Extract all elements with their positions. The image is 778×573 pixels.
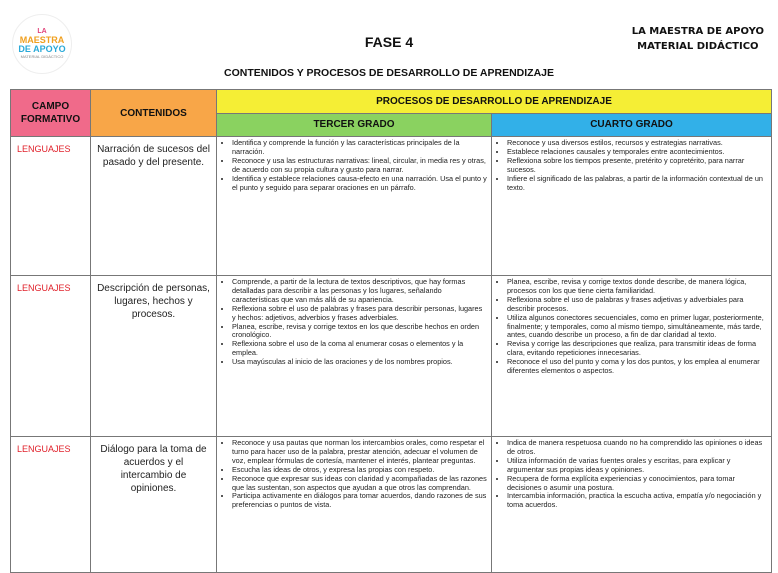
bullet-item: • Reflexiona sobre los tiempos presente, pretérito y copretérito, para narrar sucesos. — [507, 157, 767, 175]
bullet-item: • Planea, escribe, revisa y corrige textos donde describe, de manera lógica, procesos con los que tiene cierta familiaridad. — [507, 278, 767, 296]
content-table — [10, 89, 772, 573]
campo-cell: LENGUAJES — [11, 137, 91, 276]
campo-cell: LENGUAJES — [11, 437, 91, 573]
logo-line-3: DE APOYO — [18, 44, 66, 54]
cuarto-cell — [492, 137, 772, 276]
bullet-item: • Revisa y corrige las descripciones que realiza, para transmitir ideas de forma clara, evitando repeticiones innecesarias. — [507, 340, 767, 358]
bullet-item: • Reflexiona sobre el uso de palabras y frases para describir personas, lugares y hechos: adjetivos, adverbios y frases adverbiales. — [232, 305, 487, 323]
bullet-item: • Infiere el significado de las palabras, a partir de la información contextual de un texto. — [507, 175, 767, 193]
bullet-item: • Reflexiona sobre el uso de la coma al enumerar cosas o elementos y la emplea. — [232, 340, 487, 358]
header-contenidos: CONTENIDOS — [91, 90, 217, 137]
table-row — [11, 437, 772, 573]
bullet-item: • Usa mayúsculas al inicio de las oraciones y de los nombres propios. — [232, 358, 487, 367]
bullet-item: • Utiliza información de varias fuentes orales y escritas, para explicar y argumentar sus propias ideas y opiniones. — [507, 457, 767, 475]
tercer-cell — [217, 437, 492, 573]
page-subtitle: CONTENIDOS Y PROCESOS DE DESARROLLO DE APRENDIZAJE — [223, 67, 555, 79]
brand-line-2: MATERIAL DIDÁCTICO — [637, 41, 759, 52]
logo-line-2: MAESTRA — [19, 35, 65, 45]
table-row — [11, 276, 772, 437]
tercer-cell — [217, 276, 492, 437]
tercer-cell — [217, 137, 492, 276]
bullet-item: • Reflexiona sobre el uso de palabras y frases adjetivas y adverbiales para describir procesos. — [507, 296, 767, 314]
cuarto-list — [492, 439, 771, 510]
bullet-item: • Indica de manera respetuosa cuando no ha comprendido las opiniones o ideas de otros. — [507, 439, 767, 457]
tercer-list — [217, 278, 491, 367]
logo-line-4: MATERIAL DIDÁCTICO — [20, 54, 64, 59]
cuarto-list — [492, 278, 771, 376]
bullet-item: • Reconoce que expresar sus ideas con claridad y acompañadas de las razones que las sustentan, son aspectos que ayudan a que otros las comprendan. — [232, 475, 487, 493]
tercer-list — [217, 439, 491, 510]
header-cuarto-grado: CUARTO GRADO — [492, 113, 772, 137]
bullet-item: • Escucha las ideas de otros, y expresa las propias con respeto. — [232, 466, 487, 475]
campo-cell: LENGUAJES — [11, 276, 91, 437]
header-procesos: PROCESOS DE DESARROLLO DE APRENDIZAJE — [217, 90, 772, 114]
cuarto-list — [492, 139, 771, 192]
header-campo: CAMPO FORMATIVO — [11, 90, 91, 137]
contenido-cell: Narración de sucesos del pasado y del presente. — [91, 137, 217, 276]
cuarto-cell — [492, 437, 772, 573]
brand-line-1: LA MAESTRA DE APOYO — [631, 26, 764, 37]
tercer-list — [217, 139, 491, 192]
bullet-item: • Comprende, a partir de la lectura de textos descriptivos, que hay formas detalladas para describir a las personas y los lugares, señalando características que van más allá de su apariencia. — [232, 278, 487, 305]
logo-line-1: LA — [37, 28, 47, 35]
bullet-item: • Establece relaciones causales y temporales entre acontecimientos. — [507, 148, 767, 157]
bullet-item: • Reconoce y usa diversos estilos, recursos y estrategias narrativas. — [507, 139, 767, 148]
contenido-cell: Descripción de personas, lugares, hechos y procesos. — [91, 276, 217, 437]
header-tercer-grado: TERCER GRADO — [217, 113, 492, 137]
bullet-item: • Participa activamente en diálogos para tomar acuerdos, dando razones de sus preferencias o puntos de vista. — [232, 492, 487, 510]
bullet-item: • Intercambia información, practica la escucha activa, empatía y/o negociación y toma acuerdos. — [507, 492, 767, 510]
bullet-item: • Reconoce el uso del punto y coma y los dos puntos, y los emplea al enumerar diferentes elementos o aspectos. — [507, 358, 767, 376]
contenido-cell: Diálogo para la toma de acuerdos y el intercambio de opiniones. — [91, 437, 217, 573]
cuarto-cell — [492, 276, 772, 437]
page-title: FASE 4 — [364, 34, 414, 50]
bullet-item: • Planea, escribe, revisa y corrige textos en los que describe hechos en orden cronológico. — [232, 323, 487, 341]
bullet-item: • Utiliza algunos conectores secuenciales, como en primer lugar, posteriormente, finalmente; y temporales, como al mismo tiempo, simultáneamente, más tarde, antes, cuando describe un proceso, a fin de dar claridad al texto. — [507, 314, 767, 341]
bullet-item: • Recupera de forma explícita experiencias y conocimientos, para tomar decisiones o asumir una postura. — [507, 475, 767, 493]
bullet-item: • Reconoce y usa las estructuras narrativas: lineal, circular, in media res y otras, de acuerdo con su propia cultura y gusto para narrar. — [232, 157, 487, 175]
bullet-item: • Reconoce y usa pautas que norman los intercambios orales, como respetar el turno para hacer uso de la palabra, prestar atención, adecuar el volumen de voz, emplear fórmulas de cortesía, mantener el interés, plantear preguntas. — [232, 439, 487, 466]
bullet-item: • Identifica y comprende la función y las características principales de la narración. — [232, 139, 487, 157]
table-row — [11, 137, 772, 276]
bullet-item: • Identifica y establece relaciones causa-efecto en una narración. Usa el punto y el punto y seguido para separar oraciones en un párrafo. — [232, 175, 487, 193]
